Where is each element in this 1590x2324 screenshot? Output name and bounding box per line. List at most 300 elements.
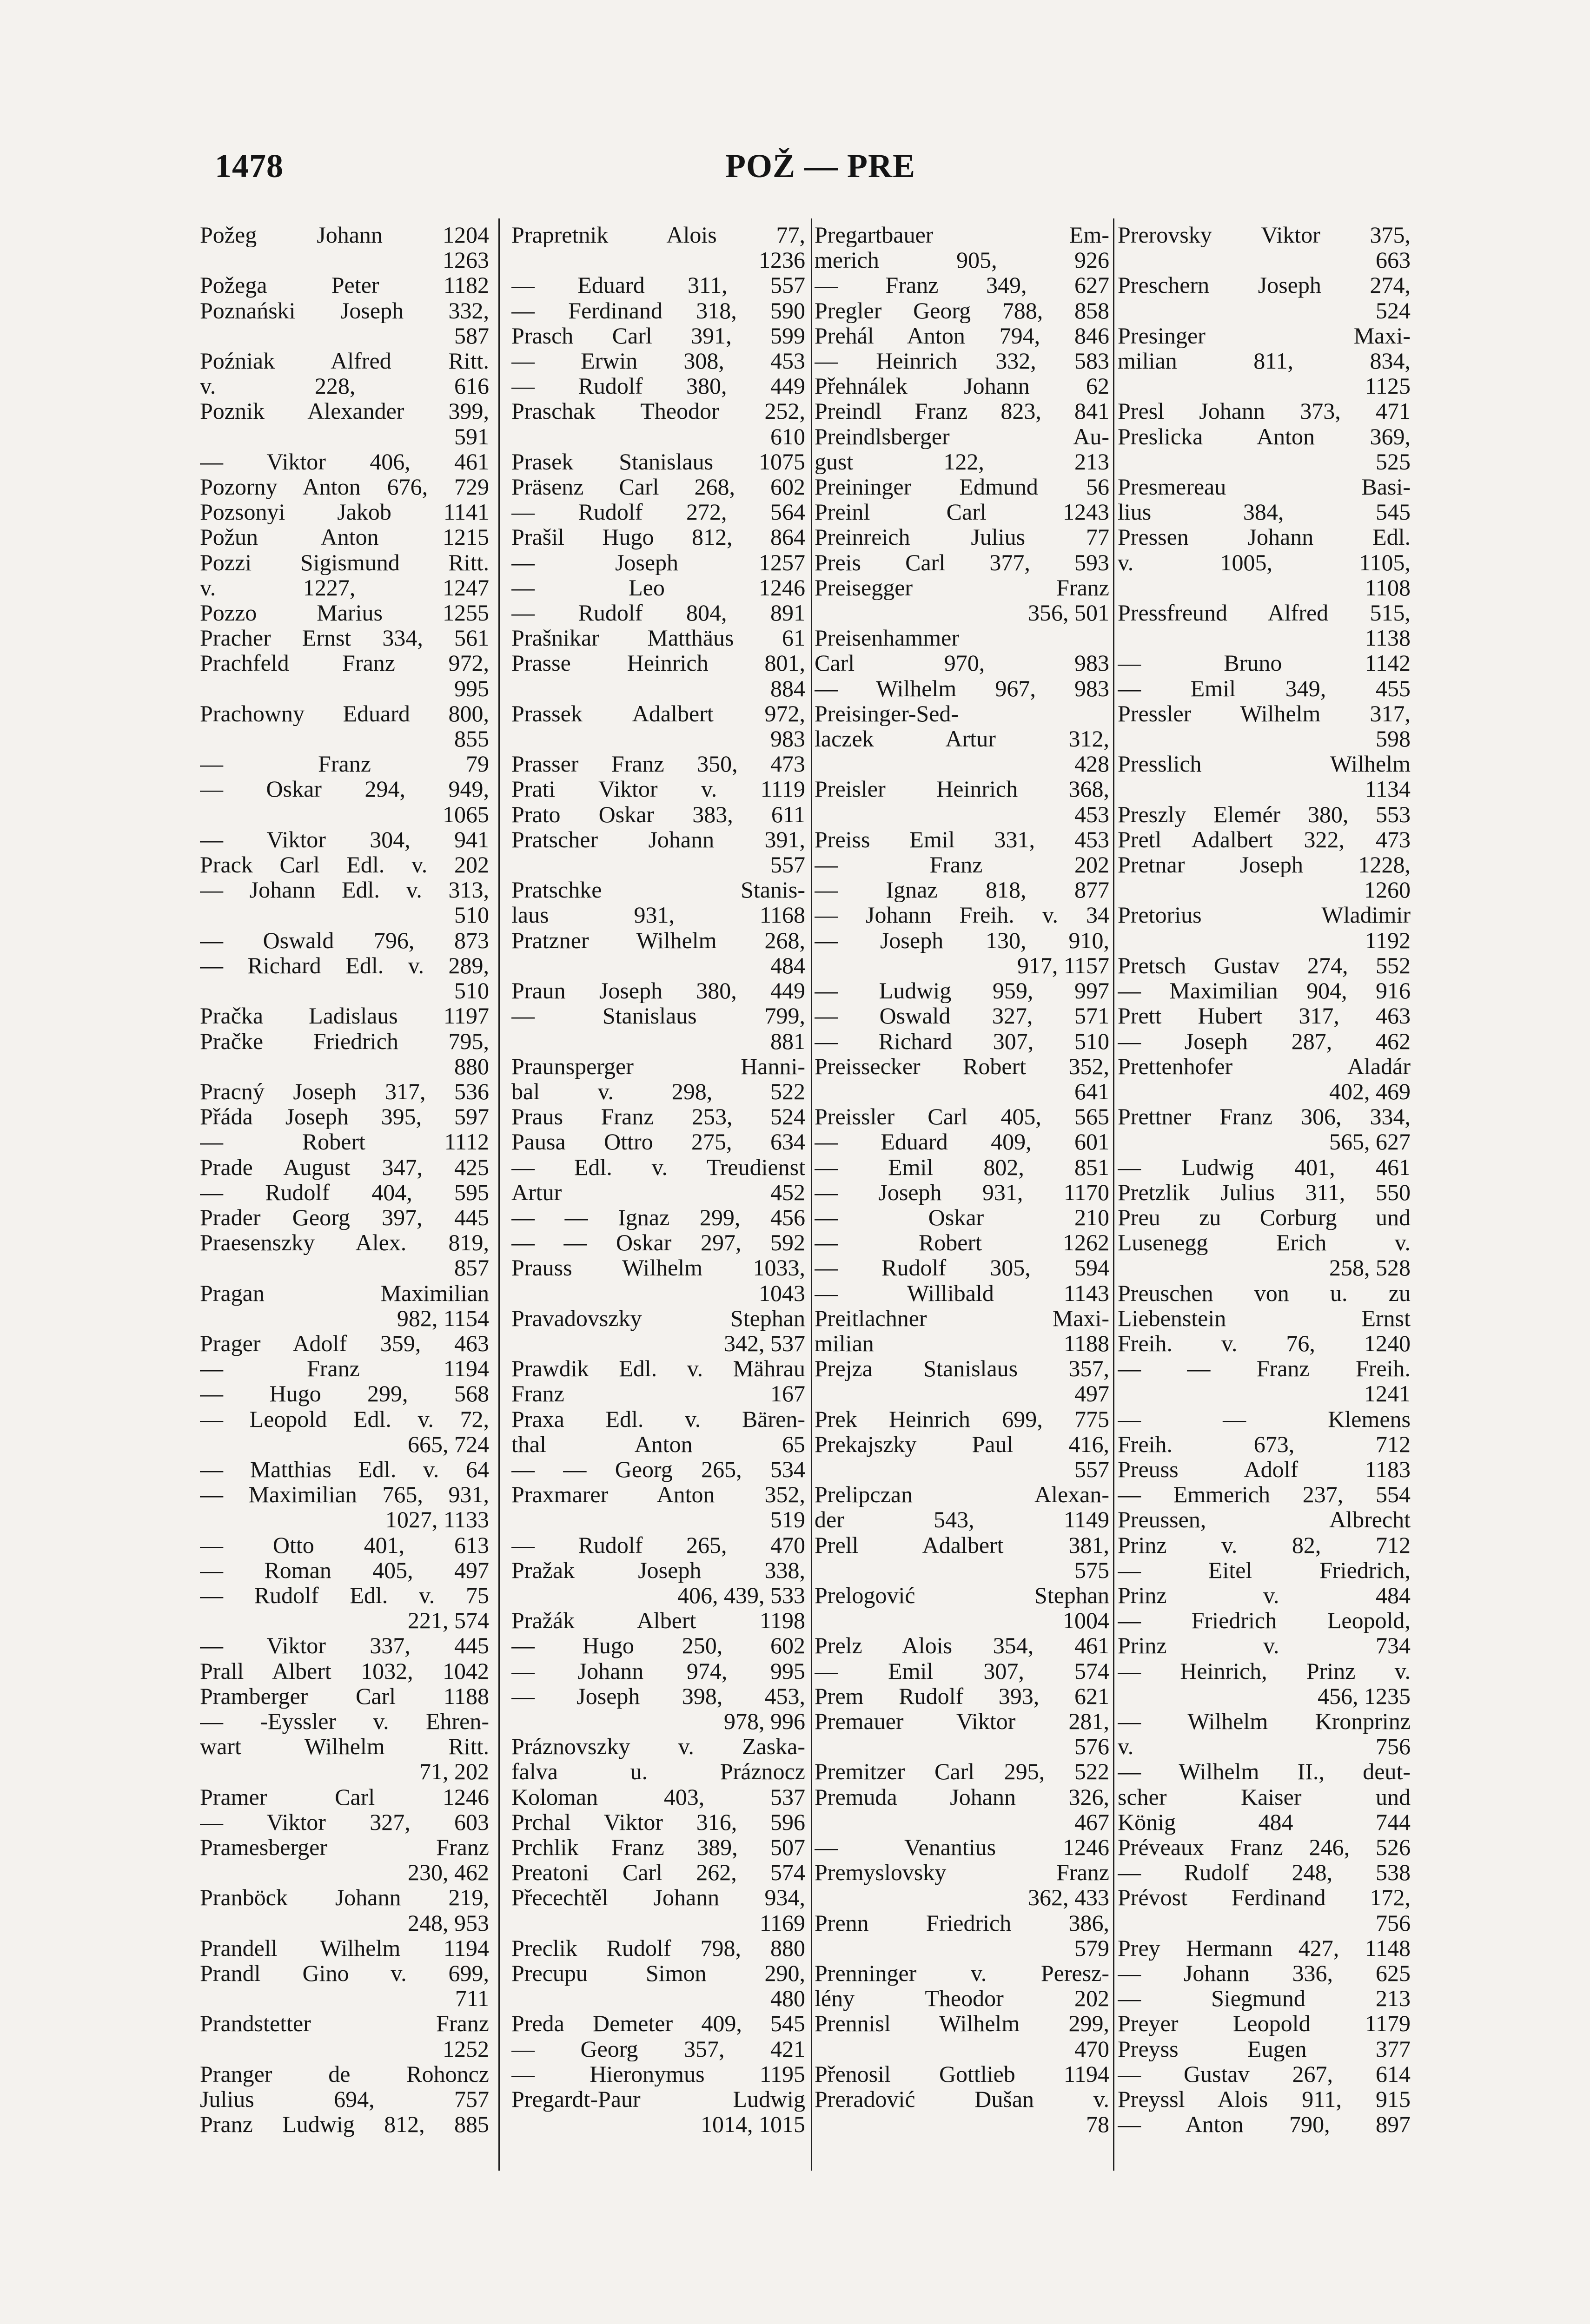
index-entry: Prade August 347, 425 bbox=[200, 1154, 489, 1180]
index-entry-continuation: 342, 537 bbox=[724, 1330, 805, 1356]
index-entry: Preitlachner Maxi- bbox=[815, 1305, 1109, 1331]
index-entry: — Matthias Edl. v. 64 bbox=[200, 1456, 489, 1482]
index-entry-continuation: 1125 bbox=[1365, 373, 1411, 399]
index-entry: — Rudolf 272, 564 bbox=[511, 499, 805, 525]
index-entry: Pretorius Wladimir bbox=[1118, 902, 1411, 928]
index-entry-continuation: 453 bbox=[1074, 801, 1109, 827]
index-entry: Prato Oskar 383, 611 bbox=[511, 801, 805, 827]
index-entry: — Rudolf 305, 594 bbox=[815, 1255, 1109, 1281]
index-entry-continuation: 497 bbox=[1074, 1381, 1109, 1406]
index-entry: Preslicka Anton 369, bbox=[1118, 423, 1411, 449]
index-entry: Franz 167 bbox=[511, 1381, 805, 1406]
index-entry: — Roman 405, 497 bbox=[200, 1557, 489, 1583]
index-entry: Pranböck Johann 219, bbox=[200, 1885, 489, 1910]
index-entry-continuation: 1108 bbox=[1365, 574, 1411, 601]
index-entry: Pražak Joseph 338, bbox=[511, 1557, 805, 1583]
index-entry: König 484 744 bbox=[1118, 1809, 1411, 1835]
index-entry: Pozorny Anton 676, 729 bbox=[200, 474, 489, 500]
index-entry: Prandstetter Franz bbox=[200, 2011, 489, 2036]
index-entry: — Johann 974, 995 bbox=[511, 1658, 805, 1684]
index-entry: Prell Adalbert 381, bbox=[815, 1532, 1109, 1558]
index-entry-continuation: 248, 953 bbox=[408, 1910, 489, 1935]
column-rule bbox=[498, 218, 500, 2171]
index-entry: Premitzer Carl 295, 522 bbox=[815, 1759, 1109, 1784]
index-entry: — Erwin 308, 453 bbox=[511, 348, 805, 374]
index-entry: Praus Franz 253, 524 bbox=[511, 1104, 805, 1129]
index-entry-continuation: 1138 bbox=[1365, 625, 1411, 651]
index-entry: milian 811, 834, bbox=[1118, 348, 1411, 374]
index-entry: — Edl. v. Treudienst bbox=[511, 1154, 805, 1180]
index-entry: v. 228, 616 bbox=[200, 373, 489, 399]
index-entry: — Rudolf Edl. v. 75 bbox=[200, 1582, 489, 1608]
index-entry: — Ludwig 401, 461 bbox=[1118, 1154, 1411, 1180]
index-entry: Prader Georg 397, 445 bbox=[200, 1204, 489, 1230]
index-entry: Pressfreund Alfred 515, bbox=[1118, 600, 1411, 626]
index-entry-continuation: 565, 627 bbox=[1329, 1129, 1411, 1155]
index-entry-continuation: 576 bbox=[1074, 1734, 1109, 1759]
index-entry-continuation: 362, 433 bbox=[1028, 1885, 1109, 1910]
index-entry: Pregardt-Paur Ludwig bbox=[511, 2086, 805, 2112]
index-entry: Poźniak Alfred Ritt. bbox=[200, 348, 489, 374]
index-entry: Prandl Gino v. 699, bbox=[200, 1961, 489, 1986]
index-entry-continuation: 480 bbox=[770, 1986, 805, 2011]
index-entry-continuation: 402, 469 bbox=[1329, 1078, 1411, 1104]
index-entry: — Robert 1262 bbox=[815, 1230, 1109, 1255]
index-entry: — Hugo 250, 602 bbox=[511, 1633, 805, 1658]
index-entry: Pracný Joseph 317, 536 bbox=[200, 1078, 489, 1104]
index-entry: — — Franz Freih. bbox=[1118, 1356, 1411, 1381]
index-entry: — Emil 307, 574 bbox=[815, 1658, 1109, 1684]
index-entry: Premuda Johann 326, bbox=[815, 1784, 1109, 1809]
index-entry-continuation: 221, 574 bbox=[408, 1608, 489, 1633]
index-entry: Prévost Ferdinand 172, bbox=[1118, 1885, 1411, 1910]
index-entry: — Ignaz 818, 877 bbox=[815, 877, 1109, 903]
index-entry: Práznovszky v. Zaska- bbox=[511, 1734, 805, 1759]
index-entry-continuation: 884 bbox=[770, 675, 805, 701]
index-entry-continuation: 756 bbox=[1376, 1910, 1411, 1935]
index-entry: — Siegmund 213 bbox=[1118, 1986, 1411, 2011]
index-entry-continuation: 510 bbox=[454, 902, 489, 928]
index-entry: Preisinger-Sed- bbox=[815, 700, 959, 726]
index-entry: Prennisl Wilhelm 299, bbox=[815, 2011, 1109, 2036]
index-entry-continuation: 610 bbox=[770, 423, 805, 449]
index-entry: Presslich Wilhelm bbox=[1118, 751, 1411, 777]
index-entry: Lusenegg Erich v. bbox=[1118, 1230, 1411, 1255]
index-entry: Prem Rudolf 393, 621 bbox=[815, 1683, 1109, 1709]
index-entry-continuation: 1134 bbox=[1365, 776, 1411, 802]
index-entry-continuation: 1241 bbox=[1364, 1381, 1411, 1406]
index-entry: laus 931, 1168 bbox=[511, 902, 805, 928]
index-entry: — Emmerich 237, 554 bbox=[1118, 1482, 1411, 1507]
index-entry: Preisegger Franz bbox=[815, 574, 1109, 601]
index-entry: Pražák Albert 1198 bbox=[511, 1608, 805, 1633]
index-entry: — — Ignaz 299, 456 bbox=[511, 1204, 805, 1230]
index-entry-continuation: 484 bbox=[770, 952, 805, 978]
index-entry: Prenn Friedrich 386, bbox=[815, 1910, 1109, 1935]
index-entry: Preissler Carl 405, 565 bbox=[815, 1104, 1109, 1129]
index-entry-continuation: 983 bbox=[770, 726, 805, 752]
index-entry: Prettenhofer Aladár bbox=[1118, 1053, 1411, 1079]
index-entry: Pozzo Marius 1255 bbox=[200, 600, 489, 626]
index-entry-continuation: 1260 bbox=[1364, 877, 1411, 903]
index-entry: Prelz Alois 354, 461 bbox=[815, 1633, 1109, 1658]
index-entry: Presmereau Basi- bbox=[1118, 474, 1411, 500]
index-entry: — Viktor 327, 603 bbox=[200, 1809, 489, 1835]
index-entry-continuation: 78 bbox=[1086, 2112, 1109, 2137]
index-entry: Pretl Adalbert 322, 473 bbox=[1118, 826, 1411, 852]
index-entry: laczek Artur 312, bbox=[815, 726, 1109, 752]
index-entry: — Joseph 287, 462 bbox=[1118, 1028, 1411, 1054]
index-entry: Precupu Simon 290, bbox=[511, 1961, 805, 1986]
index-entry-continuation: 1004 bbox=[1063, 1608, 1109, 1633]
index-entry: — Eduard 311, 557 bbox=[511, 272, 805, 298]
index-entry-continuation: 663 bbox=[1376, 247, 1411, 273]
index-entry: Pozzi Sigismund Ritt. bbox=[200, 549, 489, 575]
index-entry: Pausa Ottro 275, 634 bbox=[511, 1129, 805, 1155]
index-entry-continuation: 575 bbox=[1074, 1557, 1109, 1583]
index-entry: — Leo 1246 bbox=[511, 574, 805, 601]
index-entry-continuation: 982, 1154 bbox=[397, 1305, 489, 1331]
index-entry: Požeg Johann 1204 bbox=[200, 222, 489, 248]
index-entry: — Johann Freih. v. 34 bbox=[815, 902, 1109, 928]
index-entry: — Hugo 299, 568 bbox=[200, 1381, 489, 1406]
index-entry: — Rudolf 404, 595 bbox=[200, 1179, 489, 1205]
index-entry: — Ludwig 959, 997 bbox=[815, 978, 1109, 1004]
index-entry: Freih. v. 76, 1240 bbox=[1118, 1330, 1411, 1356]
index-entry: scher Kaiser und bbox=[1118, 1784, 1411, 1809]
index-entry: Preininger Edmund 56 bbox=[815, 474, 1109, 500]
index-entry-continuation: 978, 996 bbox=[724, 1708, 805, 1734]
index-entry-continuation: 1236 bbox=[759, 247, 805, 273]
index-entry-continuation: 598 bbox=[1376, 726, 1411, 752]
index-entry: Prerovsky Viktor 375, bbox=[1118, 222, 1411, 248]
index-entry-continuation: 557 bbox=[1074, 1456, 1109, 1482]
index-entry: Preradović Dušan v. bbox=[815, 2086, 1109, 2112]
running-head: POŽ — PRE bbox=[725, 147, 916, 185]
index-entry: — — Klemens bbox=[1118, 1406, 1411, 1432]
index-entry: Preiss Emil 331, 453 bbox=[815, 826, 1109, 852]
index-entry-continuation: 591 bbox=[454, 423, 489, 449]
index-entry: Preu zu Corburg und bbox=[1118, 1204, 1411, 1230]
index-entry: Pregler Georg 788, 858 bbox=[815, 297, 1109, 323]
index-entry: Präsenz Carl 268, 602 bbox=[511, 474, 805, 500]
index-entry: — Rudolf 380, 449 bbox=[511, 373, 805, 399]
index-entry: Prekajszky Paul 416, bbox=[815, 1431, 1109, 1457]
index-entry: Pretnar Joseph 1228, bbox=[1118, 852, 1411, 878]
index-column-2 bbox=[511, 222, 805, 2230]
index-entry: — Franz 349, 627 bbox=[815, 272, 1109, 298]
index-entry: Prager Adolf 359, 463 bbox=[200, 1330, 489, 1356]
index-entry: Carl 970, 983 bbox=[815, 650, 1109, 676]
index-entry: Preuss Adolf 1183 bbox=[1118, 1456, 1411, 1482]
index-entry-continuation: 1014, 1015 bbox=[701, 2112, 805, 2137]
index-entry: Preclik Rudolf 798, 880 bbox=[511, 1935, 805, 1961]
index-entry: Pratscher Johann 391, bbox=[511, 826, 805, 852]
index-entry: falva u. Práznocz bbox=[511, 1759, 805, 1784]
column-rule bbox=[811, 218, 812, 2171]
index-entry: Prauss Wilhelm 1033, bbox=[511, 1255, 805, 1281]
index-entry: Prašil Hugo 812, 864 bbox=[511, 524, 805, 550]
index-entry: Julius 694, 757 bbox=[200, 2086, 489, 2112]
index-entry: — Joseph 130, 910, bbox=[815, 927, 1109, 953]
index-entry: merich 905, 926 bbox=[815, 247, 1109, 273]
index-entry: der 543, 1149 bbox=[815, 1507, 1109, 1532]
index-entry: — Georg 357, 421 bbox=[511, 2036, 805, 2061]
index-entry: — Viktor 337, 445 bbox=[200, 1633, 489, 1658]
index-entry-continuation: 406, 439, 533 bbox=[677, 1582, 805, 1608]
index-entry-continuation: 1192 bbox=[1365, 927, 1411, 953]
index-entry: — Maximilian 904, 916 bbox=[1118, 978, 1411, 1004]
index-entry: Pramer Carl 1246 bbox=[200, 1784, 489, 1809]
index-entry: Preissecker Robert 352, bbox=[815, 1053, 1109, 1079]
index-entry-continuation: 428 bbox=[1074, 751, 1109, 777]
index-entry: — Ferdinand 318, 590 bbox=[511, 297, 805, 323]
index-entry-continuation: 579 bbox=[1074, 1935, 1109, 1961]
index-entry: Preyss Eugen 377 bbox=[1118, 2036, 1411, 2061]
index-entry-continuation: 258, 528 bbox=[1329, 1255, 1411, 1281]
index-entry: lius 384, 545 bbox=[1118, 499, 1411, 525]
index-entry: — Emil 349, 455 bbox=[1118, 675, 1411, 701]
index-entry: Pretsch Gustav 274, 552 bbox=[1118, 952, 1411, 978]
index-entry: — Viktor 304, 941 bbox=[200, 826, 489, 852]
index-entry-continuation: 524 bbox=[1376, 297, 1411, 323]
index-entry: Pressen Johann Edl. bbox=[1118, 524, 1411, 550]
index-entry: — -Eyssler v. Ehren- bbox=[200, 1708, 489, 1734]
index-entry: Premauer Viktor 281, bbox=[815, 1708, 1109, 1734]
index-entry-continuation: 857 bbox=[454, 1255, 489, 1281]
index-entry: Přehnálek Johann 62 bbox=[815, 373, 1109, 399]
index-entry: Pračka Ladislaus 1197 bbox=[200, 1003, 489, 1029]
index-entry: Pranger de Rohoncz bbox=[200, 2061, 489, 2087]
index-entry-continuation: 356, 501 bbox=[1028, 600, 1109, 626]
index-entry: Praxa Edl. v. Bären- bbox=[511, 1406, 805, 1432]
index-entry: Preussen, Albrecht bbox=[1118, 1507, 1411, 1532]
index-entry: — Joseph 398, 453, bbox=[511, 1683, 805, 1709]
index-entry: — Richard Edl. v. 289, bbox=[200, 952, 489, 978]
index-entry: Presl Johann 373, 471 bbox=[1118, 398, 1411, 424]
index-entry: thal Anton 65 bbox=[511, 1431, 805, 1457]
index-entry: Presinger Maxi- bbox=[1118, 323, 1411, 349]
index-entry-continuation: 1027, 1133 bbox=[385, 1507, 489, 1532]
index-entry-continuation: 881 bbox=[770, 1028, 805, 1054]
index-entry-continuation: 880 bbox=[454, 1053, 489, 1079]
index-entry: — Wilhelm Kronprinz bbox=[1118, 1708, 1411, 1734]
index-entry-continuation: 1065 bbox=[443, 801, 489, 827]
index-entry-continuation: 456, 1235 bbox=[1318, 1683, 1411, 1709]
index-entry: Koloman 403, 537 bbox=[511, 1784, 805, 1809]
index-entry: bal v. 298, 522 bbox=[511, 1078, 805, 1104]
index-entry: Prett Hubert 317, 463 bbox=[1118, 1003, 1411, 1029]
index-entry: Prachowny Eduard 800, bbox=[200, 700, 489, 726]
index-entry: Prehál Anton 794, 846 bbox=[815, 323, 1109, 349]
index-entry: Poznański Joseph 332, bbox=[200, 297, 489, 323]
index-entry: Pravadovszky Stephan bbox=[511, 1305, 805, 1331]
index-entry: Artur 452 bbox=[511, 1179, 805, 1205]
index-entry: Praxmarer Anton 352, bbox=[511, 1482, 805, 1507]
index-entry-continuation: 467 bbox=[1074, 1809, 1109, 1835]
index-entry: v. 756 bbox=[1118, 1734, 1411, 1759]
index-entry: Prchlik Franz 389, 507 bbox=[511, 1835, 805, 1860]
index-entry: Prasse Heinrich 801, bbox=[511, 650, 805, 676]
index-entry: Preyssl Alois 911, 915 bbox=[1118, 2086, 1411, 2112]
index-entry: — Viktor 406, 461 bbox=[200, 449, 489, 475]
index-entry: wart Wilhelm Ritt. bbox=[200, 1734, 489, 1759]
index-entry: Pracher Ernst 334, 561 bbox=[200, 625, 489, 651]
index-entry: Préveaux Franz 246, 526 bbox=[1118, 1835, 1411, 1860]
index-entry: lény Theodor 202 bbox=[815, 1986, 1109, 2011]
index-entry: Preda Demeter 409, 545 bbox=[511, 2011, 805, 2036]
index-entry: — Gustav 267, 614 bbox=[1118, 2061, 1411, 2087]
index-entry: — — Oskar 297, 592 bbox=[511, 1230, 805, 1255]
index-entry: Pozsonyi Jakob 1141 bbox=[200, 499, 489, 525]
index-entry: Pressler Wilhelm 317, bbox=[1118, 700, 1411, 726]
index-entry: Prachfeld Franz 972, bbox=[200, 650, 489, 676]
index-entry: Prati Viktor v. 1119 bbox=[511, 776, 805, 802]
index-entry: Prasek Stanislaus 1075 bbox=[511, 449, 805, 475]
index-entry: — Leopold Edl. v. 72, bbox=[200, 1406, 489, 1432]
index-entry: Praunsperger Hanni- bbox=[511, 1053, 805, 1079]
index-entry-continuation: 71, 202 bbox=[419, 1759, 489, 1784]
index-entry-continuation: 1263 bbox=[443, 247, 489, 273]
index-entry: Pratzner Wilhelm 268, bbox=[511, 927, 805, 953]
index-entry-continuation: 1169 bbox=[759, 1910, 805, 1935]
index-entry: Preindl Franz 823, 841 bbox=[815, 398, 1109, 424]
index-entry: — Anton 790, 897 bbox=[1118, 2112, 1411, 2137]
index-entry: v. 1005, 1105, bbox=[1118, 549, 1411, 575]
index-entry-continuation: 1252 bbox=[443, 2036, 489, 2061]
index-entry: — Stanislaus 799, bbox=[511, 1003, 805, 1029]
index-entry: Prelogović Stephan bbox=[815, 1582, 1109, 1608]
index-entry: Preindlsberger Au- bbox=[815, 423, 1109, 449]
index-entry: Preisler Heinrich 368, bbox=[815, 776, 1109, 802]
index-entry-continuation: 510 bbox=[454, 978, 489, 1004]
index-entry: — Otto 401, 613 bbox=[200, 1532, 489, 1558]
index-entry: Přáda Joseph 395, 597 bbox=[200, 1104, 489, 1129]
index-entry: gust 122, 213 bbox=[815, 449, 1109, 475]
index-entry-continuation: 230, 462 bbox=[408, 1860, 489, 1885]
index-entry: Pretzlik Julius 311, 550 bbox=[1118, 1179, 1411, 1205]
index-entry: — Joseph 1257 bbox=[511, 549, 805, 575]
index-entry: — — Georg 265, 534 bbox=[511, 1456, 805, 1482]
index-entry: Premyslovsky Franz bbox=[815, 1860, 1109, 1885]
index-entry: — Richard 307, 510 bbox=[815, 1028, 1109, 1054]
index-entry: Praesenszky Alex. 819, bbox=[200, 1230, 489, 1255]
index-entry: Preis Carl 377, 593 bbox=[815, 549, 1109, 575]
index-entry-continuation: 917, 1157 bbox=[1017, 952, 1109, 978]
index-entry: Pramberger Carl 1188 bbox=[200, 1683, 489, 1709]
index-entry: Poznik Alexander 399, bbox=[200, 398, 489, 424]
index-column-4 bbox=[1118, 222, 1411, 2230]
index-entry: — Oskar 294, 949, bbox=[200, 776, 489, 802]
index-entry: Prasch Carl 391, 599 bbox=[511, 323, 805, 349]
index-entry: Prašnikar Matthäus 61 bbox=[511, 625, 805, 651]
index-entry: Přenosil Gottlieb 1194 bbox=[815, 2061, 1109, 2087]
index-column-1 bbox=[200, 222, 489, 2230]
index-entry: Prall Albert 1032, 1042 bbox=[200, 1658, 489, 1684]
index-entry: — Rudolf 804, 891 bbox=[511, 600, 805, 626]
index-entry: Prenninger v. Peresz- bbox=[815, 1961, 1109, 1986]
index-entry: Preinl Carl 1243 bbox=[815, 499, 1109, 525]
index-entry: Požun Anton 1215 bbox=[200, 524, 489, 550]
index-entry: Preschern Joseph 274, bbox=[1118, 272, 1411, 298]
index-entry: Prey Hermann 427, 1148 bbox=[1118, 1935, 1411, 1961]
index-entry: Preszly Elemér 380, 553 bbox=[1118, 801, 1411, 827]
index-entry: — Eduard 409, 601 bbox=[815, 1129, 1109, 1155]
index-entry: Prinz v. 484 bbox=[1118, 1582, 1411, 1608]
index-entry: Prack Carl Edl. v. 202 bbox=[200, 852, 489, 878]
index-entry: — Heinrich 332, 583 bbox=[815, 348, 1109, 374]
index-entry: Preatoni Carl 262, 574 bbox=[511, 1860, 805, 1885]
index-entry: — Oswald 796, 873 bbox=[200, 927, 489, 953]
index-entry: Prandell Wilhelm 1194 bbox=[200, 1935, 489, 1961]
index-entry: — Johann Edl. v. 313, bbox=[200, 877, 489, 903]
index-entry: — Venantius 1246 bbox=[815, 1835, 1109, 1860]
index-entry: Praun Joseph 380, 449 bbox=[511, 978, 805, 1004]
index-entry: — Maximilian 765, 931, bbox=[200, 1482, 489, 1507]
index-entry: Prelipczan Alexan- bbox=[815, 1482, 1109, 1507]
index-entry: Prchal Viktor 316, 596 bbox=[511, 1809, 805, 1835]
index-entry: milian 1188 bbox=[815, 1330, 1109, 1356]
index-entry: Pramesberger Franz bbox=[200, 1835, 489, 1860]
index-entry: — Rudolf 248, 538 bbox=[1118, 1860, 1411, 1885]
index-entry: v. 1227, 1247 bbox=[200, 574, 489, 601]
index-entry-continuation: 995 bbox=[454, 675, 489, 701]
index-entry: — Franz 1194 bbox=[200, 1356, 489, 1381]
index-entry: Pragan Maximilian bbox=[200, 1280, 489, 1306]
index-entry: — Emil 802, 851 bbox=[815, 1154, 1109, 1180]
index-entry: Prapretnik Alois 77, bbox=[511, 222, 805, 248]
index-entry: Liebenstein Ernst bbox=[1118, 1305, 1411, 1331]
index-entry-continuation: 587 bbox=[454, 323, 489, 349]
index-entry-continuation: 711 bbox=[455, 1986, 489, 2011]
index-entry: Preuschen von u. zu bbox=[1118, 1280, 1411, 1306]
index-entry: Preisenhammer bbox=[815, 625, 960, 651]
index-entry: — Franz 79 bbox=[200, 751, 489, 777]
index-entry: Prawdik Edl. v. Mährau bbox=[511, 1356, 805, 1381]
index-entry: — Wilhelm II., deut- bbox=[1118, 1759, 1411, 1784]
index-entry: Prassek Adalbert 972, bbox=[511, 700, 805, 726]
index-entry: — Friedrich Leopold, bbox=[1118, 1608, 1411, 1633]
index-entry: — Robert 1112 bbox=[200, 1129, 489, 1155]
index-entry-continuation: 665, 724 bbox=[408, 1431, 489, 1457]
index-entry: Freih. 673, 712 bbox=[1118, 1431, 1411, 1457]
index-entry: Preyer Leopold 1179 bbox=[1118, 2011, 1411, 2036]
index-entry: Preinreich Julius 77 bbox=[815, 524, 1109, 550]
index-entry: — Bruno 1142 bbox=[1118, 650, 1411, 676]
index-entry: Prasser Franz 350, 473 bbox=[511, 751, 805, 777]
index-entry-continuation: 470 bbox=[1074, 2036, 1109, 2061]
index-entry: Prettner Franz 306, 334, bbox=[1118, 1104, 1411, 1129]
index-entry: Pračke Friedrich 795, bbox=[200, 1028, 489, 1054]
index-column-3 bbox=[815, 222, 1109, 2230]
index-entry: Přecechtěl Johann 934, bbox=[511, 1885, 805, 1910]
index-entry: Praschak Theodor 252, bbox=[511, 398, 805, 424]
index-entry: Prinz v. 82, 712 bbox=[1118, 1532, 1411, 1558]
index-entry-continuation: 557 bbox=[770, 852, 805, 878]
index-entry: — Hieronymus 1195 bbox=[511, 2061, 805, 2087]
index-entry: — Oskar 210 bbox=[815, 1204, 1109, 1230]
index-entry-continuation: 1043 bbox=[759, 1280, 805, 1306]
index-entry: — Rudolf 265, 470 bbox=[511, 1532, 805, 1558]
index-entry: Prejza Stanislaus 357, bbox=[815, 1356, 1109, 1381]
index-entry: Prek Heinrich 699, 775 bbox=[815, 1406, 1109, 1432]
page-number: 1478 bbox=[215, 147, 284, 185]
index-entry: — Wilhelm 967, 983 bbox=[815, 675, 1109, 701]
index-entry: Prinz v. 734 bbox=[1118, 1633, 1411, 1658]
index-entry: — Franz 202 bbox=[815, 852, 1109, 878]
index-entry: — Willibald 1143 bbox=[815, 1280, 1109, 1306]
index-entry: — Joseph 931, 1170 bbox=[815, 1179, 1109, 1205]
